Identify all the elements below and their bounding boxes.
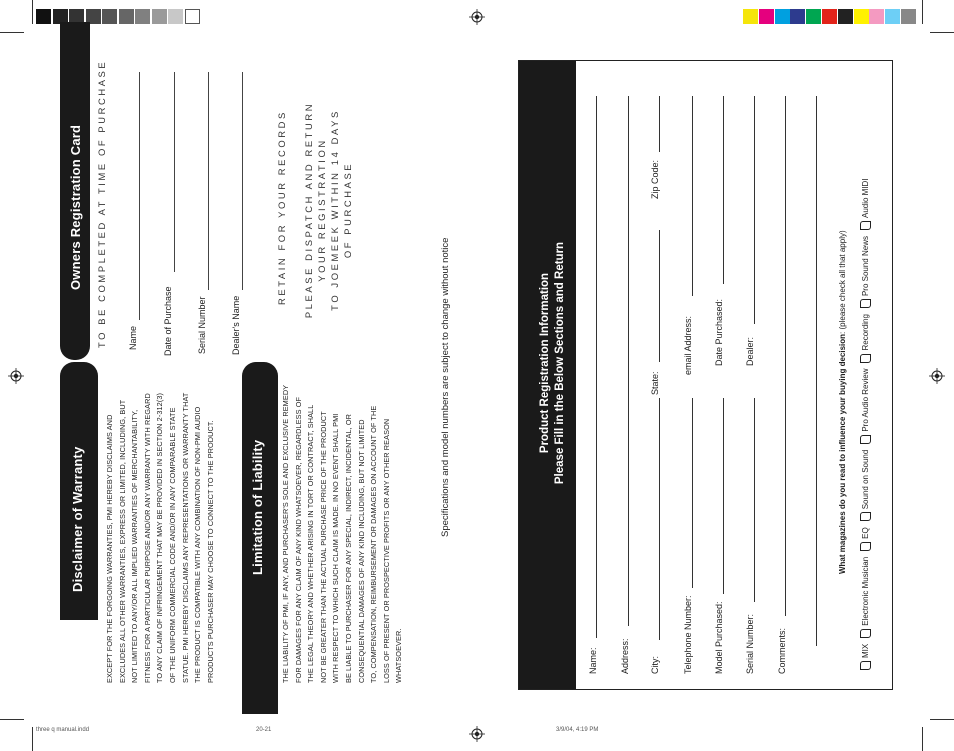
warranty-body: EXCEPT FOR THE FORGOING WARRANTIES, PMI HEREBY DISCLAIMS AND EXCLUDES ALL OTHER WARRANTIES, EXPRESS OR LIMITED, INCLUDING, BUT NOT LIMITED TO ANY/OR ALL IMPLIED WARRANTIES OF MERCHANTABILITY, FITNESS FOR A PARTICULAR PURPOSE AND/OR ANY WARRANTY WITH REGARD TO ANY CLAIM OF INFRINGEMENT THAT MAY BE PROVIDED IN SECTION 2-312(3) OF THE UNIFORM COMMERCIAL CODE AND/OR IN ANY COMPARABLE STATE STATUE. PMI HEREBY DISCLAIMS ANY REPRESENTATIONS OR WARRANTY THAT THE PRODUCT IS COMPATIBLE WITH ANY COMBINATION OF NON-PMI AUDIO PRODUCTS PURCHASER MAY CHOOSE TO CONNECT TO THE PRODUCT. bbox=[105, 392, 215, 683]
color-swatch bbox=[790, 9, 805, 24]
crop-mark bbox=[930, 32, 954, 33]
reg-email-field[interactable] bbox=[692, 96, 693, 296]
reg-state-field[interactable] bbox=[659, 230, 660, 362]
gray-swatch bbox=[102, 9, 117, 24]
color-swatch bbox=[743, 9, 758, 24]
owner-date-label: Date of Purchase bbox=[163, 286, 173, 356]
color-swatch bbox=[806, 9, 821, 24]
registration-mark-icon bbox=[469, 9, 485, 25]
reg-email-label: email Address: bbox=[683, 315, 693, 375]
specifications-note: Specifications and model numbers are subject to change without notice bbox=[440, 237, 451, 537]
magazine-option[interactable]: Electronic Musician bbox=[860, 557, 871, 638]
checkbox-icon[interactable] bbox=[860, 221, 871, 230]
magazine-option[interactable]: EQ bbox=[860, 527, 871, 551]
reg-address-field[interactable] bbox=[628, 96, 629, 626]
reg-city-label: City: bbox=[650, 656, 660, 674]
reg-dealer-label: Dealer: bbox=[745, 336, 755, 366]
checkbox-icon[interactable] bbox=[860, 354, 871, 363]
reg-address-label: Address: bbox=[620, 638, 630, 674]
color-swatch bbox=[759, 9, 774, 24]
dispatch-note: PLEASE DISPATCH AND RETURN YOUR REGISTRATION TO JOEMEEK WITHIN 14 DAYS OF PURCHASE bbox=[303, 101, 353, 319]
registration-mark-icon bbox=[8, 368, 24, 384]
checkbox-icon[interactable] bbox=[860, 629, 871, 638]
owners-card-subtitle: TO BE COMPLETED AT TIME OF PURCHASE bbox=[96, 59, 107, 348]
owner-serial-line[interactable] bbox=[208, 72, 209, 290]
checkbox-icon[interactable] bbox=[860, 661, 871, 670]
gray-swatch bbox=[36, 9, 51, 24]
liability-title: Limitation of Liability bbox=[250, 439, 265, 575]
reg-serial-label: Serial Number: bbox=[745, 613, 755, 674]
reg-comments-field-line2[interactable] bbox=[816, 96, 817, 646]
reg-serial-field[interactable] bbox=[754, 398, 755, 602]
reg-model-label: Model Purchased: bbox=[714, 601, 724, 674]
checkbox-icon[interactable] bbox=[860, 542, 871, 551]
magazine-options bbox=[860, 172, 871, 670]
checkbox-icon[interactable] bbox=[860, 435, 871, 444]
magazine-option[interactable]: Recording bbox=[860, 314, 871, 362]
crop-mark bbox=[32, 0, 33, 24]
color-swatch bbox=[901, 9, 916, 24]
gray-swatch bbox=[135, 9, 150, 24]
product-registration-panel bbox=[518, 60, 893, 690]
gray-swatch bbox=[168, 9, 183, 24]
owner-name-line[interactable] bbox=[139, 72, 140, 320]
magazine-option[interactable]: MIX bbox=[860, 644, 871, 670]
product-registration-title: Product Registration Information Please Fill in the Below Sections and Return bbox=[539, 241, 566, 485]
color-swatch bbox=[775, 9, 790, 24]
magazine-option[interactable]: Audio MIDI bbox=[860, 178, 871, 230]
crop-mark bbox=[32, 727, 33, 751]
magazine-option[interactable]: Pro Audio Review bbox=[860, 369, 871, 444]
slug-date: 3/9/04, 4:19 PM bbox=[556, 727, 599, 733]
owners-card-title: Owners Registration Card bbox=[68, 124, 83, 290]
owner-dealer-label: Dealer's Name bbox=[231, 295, 241, 355]
registration-mark-icon bbox=[929, 368, 945, 384]
color-swatch bbox=[838, 9, 853, 24]
owner-name-label: Name bbox=[128, 325, 138, 350]
reg-comments-field[interactable] bbox=[785, 96, 786, 616]
reg-zip-field[interactable] bbox=[659, 96, 660, 152]
magazine-option[interactable]: Sound on Sound bbox=[860, 450, 871, 522]
reg-name-field[interactable] bbox=[596, 96, 597, 638]
warranty-title: Disclaimer of Warranty bbox=[70, 446, 85, 592]
gray-swatch bbox=[185, 9, 200, 24]
color-swatch bbox=[885, 9, 900, 24]
slug-file: three q manual.indd bbox=[36, 727, 90, 733]
reg-city-field[interactable] bbox=[659, 398, 660, 640]
magazine-option[interactable]: Pro Sound News bbox=[860, 236, 871, 308]
magazine-question: What magazines do you read to influence your buying decision: (please check all that apply) bbox=[838, 230, 847, 574]
liability-body: THE LIABILITY OF PMI, IF ANY, AND PURCHASER'S SOLE AND EXCLUSIVE REMEDY FOR DAMAGES FOR ANY CLAIM OF ANY KIND WHATSOEVER, REGARDLESS OF THE LEGAL THEORY AND WHETHER ARISING IN TORT OR CONTRACT, SHALL NOT BE GREATER THAN THE ACTUAL PURCHASE PRICE OF THE PRODUCT WITH RESPECT TO WHICH SUCH CLAIM IS MADE. IN NO EVENT SHALL PMI BE LIABLE TO PURCHASER FOR ANY SPECIAL, INDIRECT, INCIDENTAL, OR CONSEQUENTIAL DAMAGES OF ANY KIND INCLUDING, BUT NOT LIMITED TO, COMPENSATION, REIMBURSEMENT OR DAMAGES ON ACCOUNT OF THE LOSS OF PRESENT OR PROSPECTIVE PROFITS OR ANY OTHER REASON WHATSOEVER. bbox=[281, 384, 404, 683]
gray-swatch bbox=[119, 9, 134, 24]
reg-telephone-label: Telephone Number: bbox=[683, 595, 693, 674]
slug-pages: 20-21 bbox=[256, 727, 272, 733]
crop-mark bbox=[0, 32, 24, 33]
color-swatch bbox=[854, 9, 869, 24]
color-swatch bbox=[869, 9, 884, 24]
checkbox-icon[interactable] bbox=[860, 512, 871, 521]
checkbox-icon[interactable] bbox=[860, 299, 871, 308]
crop-mark bbox=[922, 0, 923, 24]
reg-telephone-field[interactable] bbox=[692, 398, 693, 588]
crop-mark bbox=[922, 727, 923, 751]
registration-mark-icon bbox=[469, 726, 485, 742]
owner-serial-label: Serial Number bbox=[197, 296, 207, 354]
reg-comments-label: Comments: bbox=[777, 627, 787, 674]
owner-dealer-line[interactable] bbox=[242, 72, 243, 290]
color-swatch bbox=[822, 9, 837, 24]
reg-zip-label: Zip Code: bbox=[650, 159, 660, 199]
reg-date-label: Date Purchased: bbox=[714, 298, 724, 366]
reg-date-field[interactable] bbox=[723, 96, 724, 284]
crop-mark bbox=[930, 719, 954, 720]
owner-date-line[interactable] bbox=[174, 72, 175, 272]
reg-state-label: State: bbox=[650, 371, 660, 395]
reg-name-label: Name: bbox=[588, 647, 598, 674]
gray-swatch bbox=[152, 9, 167, 24]
reg-model-field[interactable] bbox=[723, 398, 724, 594]
crop-mark bbox=[0, 719, 24, 720]
retain-note: RETAIN FOR YOUR RECORDS bbox=[276, 110, 287, 305]
reg-dealer-field[interactable] bbox=[754, 96, 755, 324]
